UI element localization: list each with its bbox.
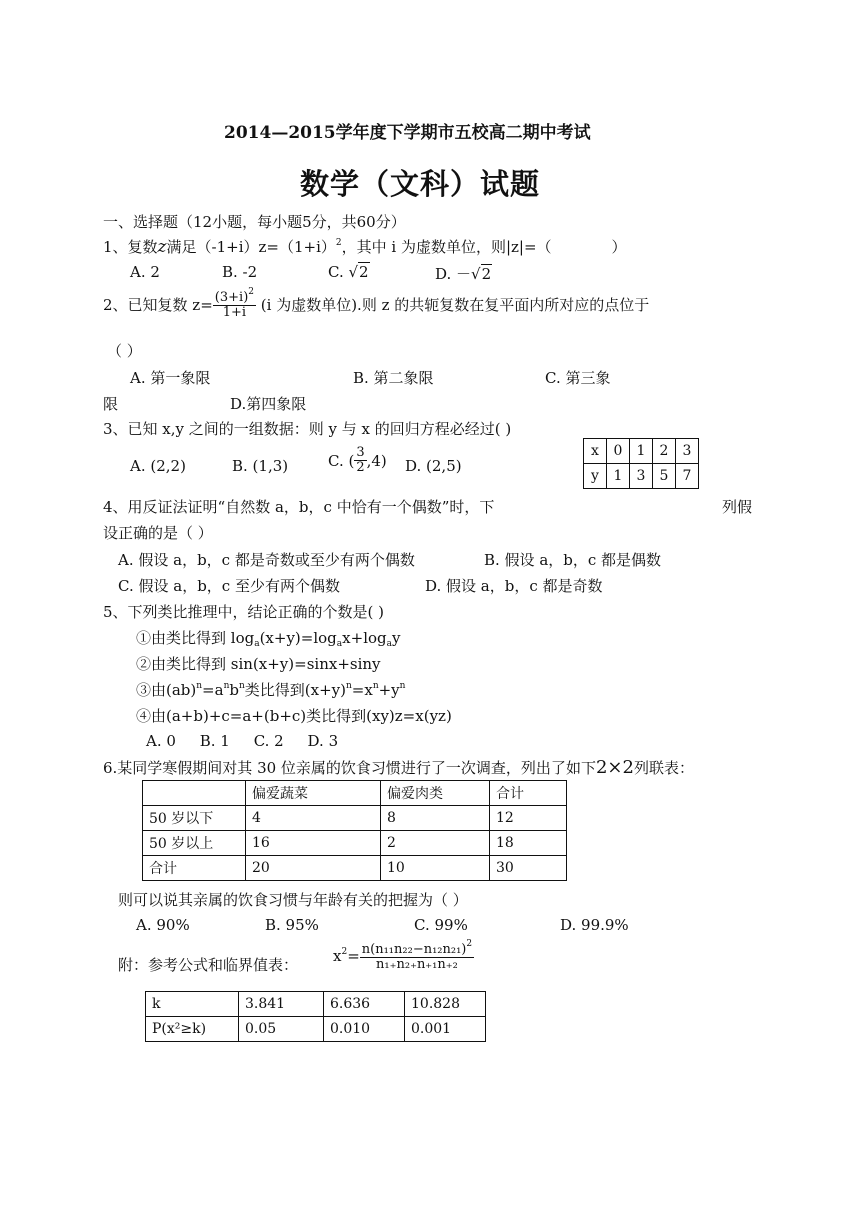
question-3-option-c: C. ( $\frac{3}{2}$ ,4)	[328, 445, 387, 476]
question-3-stem: 3、已知 x,y 之间的一组数据：则 y 与 x 的回归方程必经过( )	[103, 420, 512, 438]
table-cell: 18	[490, 831, 567, 856]
sqrt-symbol: √2	[471, 265, 492, 283]
table-cell: 3.841	[239, 992, 324, 1017]
question-2-option-c: C. 第三象	[545, 369, 611, 387]
table-cell: 0	[607, 439, 630, 464]
table-cell: 8	[381, 806, 490, 831]
question-5-item-3: ③由$(ab)^n=a^nb^n$类比得到$(x+y)^n=x^n+y^n$	[136, 681, 406, 699]
question-6-option-a: A. 90%	[136, 916, 190, 934]
table-cell: 5	[653, 464, 676, 489]
table-row	[143, 806, 567, 831]
question-2-stem: 2、已知复数 z= $\frac{(3+i)^2}{1+i}$ (i 为虚数单位).则 z 的共轭复数在复平面内所对应的点位于	[103, 287, 650, 321]
table-cell: 10	[381, 856, 490, 881]
question-4-stem-cont: 列假	[722, 498, 753, 516]
fraction: $\frac{n(n_{11}n_{22}-n_{12}n_{21})^2}{\text{n₁₊n₂₊n₊₁n₊₂}}$	[361, 939, 473, 973]
question-6-question: 则可以说其亲属的饮食习惯与年龄有关的把握为（ ）	[118, 891, 468, 909]
table-row	[584, 464, 699, 489]
question-5-item-2: ②由类比得到 sin(x+y)=sinx+siny	[136, 655, 381, 673]
question-5-item-4: ④由(a+b)+c=a+(b+c)类比得到(xy)z=x(yz)	[136, 707, 452, 725]
chi-square-formula: $x^2=$ $\frac{n(n_{11}n_{22}-n_{12}n_{21})^2}{\text{n₁₊n₂₊n₊₁n₊₂}}$	[333, 939, 473, 973]
fraction: $\frac{3}{2}$	[356, 445, 365, 476]
question-3-option-a: A. (2,2)	[130, 457, 186, 475]
table-cell: y	[584, 464, 607, 489]
table-cell: 10.828	[405, 992, 486, 1017]
table-cell: 50 岁以下	[143, 806, 246, 831]
fraction: $\frac{(3+i)^2}{1+i}$	[214, 287, 254, 321]
question-6-stem: 6.某同学寒假期间对其 30 位亲属的饮食习惯进行了一次调查，列出了如下2×2列联表：	[103, 757, 694, 778]
table-cell: 4	[246, 806, 381, 831]
question-4-option-c: C. 假设 a，b，c 至少有两个偶数	[118, 577, 340, 595]
question-6-option-c: C. 99%	[414, 916, 468, 934]
question-6-option-d: D. 99.9%	[560, 916, 629, 934]
question-5-options: A. 0 B. 1 C. 2 D. 3	[146, 732, 339, 750]
table-row	[143, 856, 567, 881]
exam-subtitle: 数学（文科）试题	[300, 167, 541, 201]
table-cell: 2	[381, 831, 490, 856]
table-row	[146, 1017, 486, 1042]
table-cell: x	[584, 439, 607, 464]
table-cell: 1	[607, 464, 630, 489]
question-4-option-b: B. 假设 a，b，c 都是偶数	[484, 551, 662, 569]
critical-value-table	[145, 991, 486, 1042]
section-heading: 一、选择题（12小题，每小题5分，共60分）	[103, 213, 406, 231]
table-row	[143, 831, 567, 856]
question-3-option-b: B. (1,3)	[232, 457, 289, 475]
sqrt-symbol: √2	[348, 263, 369, 281]
table-cell: 3	[630, 464, 653, 489]
table-cell: 合计	[490, 781, 567, 806]
table-cell: 偏爱肉类	[381, 781, 490, 806]
table-cell: 30	[490, 856, 567, 881]
question-5-item-1: ①由类比得到 $\log_a(x+y)=\log_ax+\log_ay$	[136, 629, 401, 649]
question-2-option-c-tail: 限	[103, 395, 119, 413]
table-cell: 3	[676, 439, 699, 464]
question-1-option-d: D. －√2	[435, 265, 492, 283]
question-2-option-b: B. 第二象限	[353, 369, 434, 387]
table-cell: 合计	[143, 856, 246, 881]
question-4-stem: 4、用反证法证明“自然数 a，b，c 中恰有一个偶数”时，下	[103, 498, 495, 516]
table-cell	[143, 781, 246, 806]
table-cell: 0.010	[324, 1017, 405, 1042]
table-cell: 50 岁以上	[143, 831, 246, 856]
question-3-data-table	[583, 438, 699, 489]
question-5-stem: 5、下列类比推理中，结论正确的个数是( )	[103, 603, 385, 621]
table-cell: 0.001	[405, 1017, 486, 1042]
table-cell: 2	[653, 439, 676, 464]
question-6-option-b: B. 95%	[265, 916, 319, 934]
question-1-option-b: B. -2	[222, 263, 258, 281]
question-2-option-d: D.第四象限	[230, 395, 307, 413]
table-cell: 0.05	[239, 1017, 324, 1042]
table-row	[143, 781, 567, 806]
table-cell: 7	[676, 464, 699, 489]
table-cell: k	[146, 992, 239, 1017]
question-2-option-a: A. 第一象限	[130, 369, 211, 387]
reference-label: 附：参考公式和临界值表：	[118, 956, 299, 974]
table-cell: 12	[490, 806, 567, 831]
contingency-table	[142, 780, 567, 881]
question-1-option-c: C. √2	[328, 263, 369, 281]
table-cell: 偏爱蔬菜	[246, 781, 381, 806]
question-1-stem: 1、复数z满足$(-1+i)z=(1+i)^2$，其中 i 为虚数单位，则|z|=（ ）	[103, 237, 627, 257]
question-4-option-d: D. 假设 a，b，c 都是奇数	[425, 577, 603, 595]
exam-title: 2014—2015学年度下学期市五校高二期中考试	[224, 123, 591, 143]
question-4-stem-end: 设正确的是（ ）	[103, 524, 213, 542]
table-cell: 20	[246, 856, 381, 881]
table-cell: P(x²≥k)	[146, 1017, 239, 1042]
question-4-option-a: A. 假设 a，b，c 都是奇数或至少有两个偶数	[118, 551, 415, 569]
table-cell: 1	[630, 439, 653, 464]
table-cell: 6.636	[324, 992, 405, 1017]
table-row	[584, 439, 699, 464]
question-2-answer-paren: （ ）	[107, 342, 142, 360]
table-cell: 16	[246, 831, 381, 856]
table-row	[146, 992, 486, 1017]
question-3-option-d: D. (2,5)	[405, 457, 462, 475]
question-1-option-a: A. 2	[130, 263, 160, 281]
